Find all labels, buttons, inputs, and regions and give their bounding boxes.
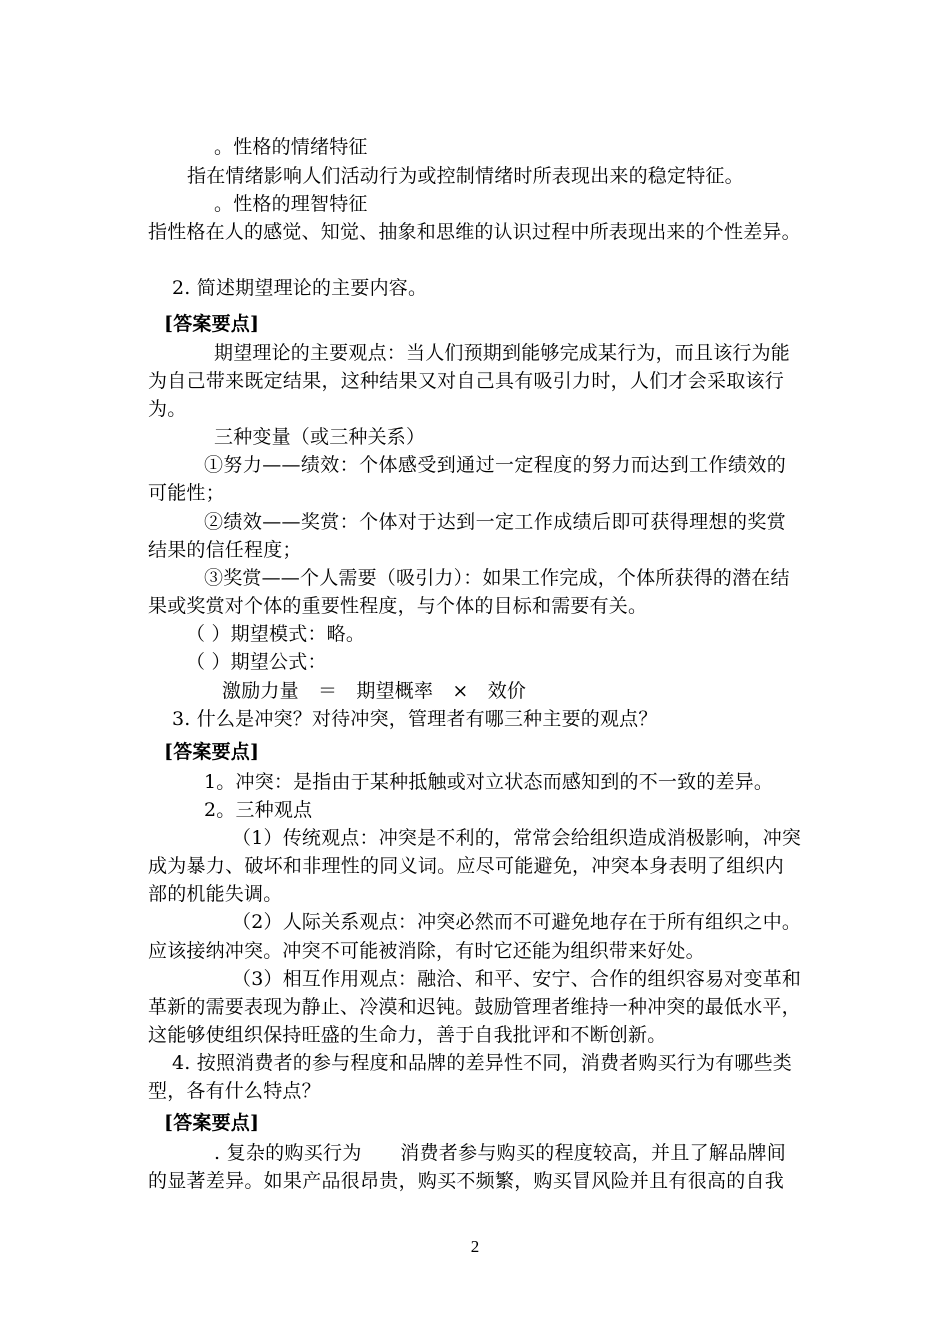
text-line: 可能性； [148, 482, 225, 504]
heading-rational-trait: 。性格的理智特征 [214, 193, 368, 215]
text-line: 三种变量（或三种关系） [214, 426, 426, 448]
text-line: 指在情绪影响人们活动行为或控制情绪时所表现出来的稳定特征。 [187, 165, 744, 187]
text-line: 这能够使组织保持旺盛的生命力，善于自我批评和不断创新。 [148, 1024, 667, 1046]
text-line: 期望理论的主要观点：当人们预期到能够完成某行为，而且该行为能 [214, 342, 791, 364]
answer-key-label: [答案要点] [164, 741, 260, 763]
text-line: 的显著差异。如果产品很昂贵，购买不频繁，购买冒风险并且有很高的自我 [148, 1170, 784, 1192]
text-line: ①努力——绩效：个体感受到通过一定程度的努力而达到工作绩效的 [204, 454, 786, 476]
text-line: （2）人际关系观点：冲突必然而不可避免地存在于所有组织之中。 [232, 911, 802, 933]
text-line: 1。冲突：是指由于某种抵触或对立状态而感知到的不一致的差异。 [204, 771, 774, 793]
text-line: 2。三种观点 [204, 799, 313, 821]
question-4: 4. 按照消费者的参与程度和品牌的差异性不同，消费者购买行为有哪些类 [172, 1052, 792, 1074]
text-line: 部的机能失调。 [148, 883, 283, 905]
text-line: ③奖赏——个人需要（吸引力）：如果工作完成，个体所获得的潜在结 [204, 567, 790, 589]
formula-line: 激励力量 ＝ 期望概率 × 效价 [222, 680, 527, 702]
answer-key-label: [答案要点] [164, 1112, 260, 1134]
heading-emotional-trait: 。性格的情绪特征 [214, 136, 368, 158]
answer-key-label: [答案要点] [164, 313, 260, 335]
text-line: 成为暴力、破坏和非理性的同义词。应尽可能避免，冲突本身表明了组织内 [148, 855, 784, 877]
text-line: 指性格在人的感觉、知觉、抽象和思维的认识过程中所表现出来的个性差异。 [148, 221, 801, 243]
question-2: 2. 简述期望理论的主要内容。 [172, 277, 428, 299]
text-line: 果或奖赏对个体的重要性程度，与个体的目标和需要有关。 [148, 595, 648, 617]
text-line: 结果的信任程度； [148, 539, 302, 561]
text-line: （ ）期望公式： [186, 651, 327, 673]
text-line: . 复杂的购买行为 消费者参与购买的程度较高，并且了解品牌间 [214, 1142, 786, 1164]
question-3: 3. 什么是冲突？对待冲突，管理者有哪三种主要的观点？ [172, 708, 658, 730]
text-line: 应该接纳冲突。冲突不可能被消除，有时它还能为组织带来好处。 [148, 940, 705, 962]
text-line: （1）传统观点：冲突是不利的，常常会给组织造成消极影响，冲突 [232, 827, 802, 849]
question-4-cont: 型，各有什么特点？ [148, 1080, 321, 1102]
text-line: 为。 [148, 398, 187, 420]
text-line: 为自己带来既定结果，这种结果又对自己具有吸引力时，人们才会采取该行 [148, 370, 784, 392]
text-line: （3）相互作用观点：融洽、和平、安宁、合作的组织容易对变革和 [232, 968, 802, 990]
page-number: 2 [470, 1237, 480, 1256]
text-line: 革新的需要表现为静止、冷漠和迟钝。鼓励管理者维持一种冲突的最低水平， [148, 996, 801, 1018]
text-line: ②绩效——奖赏：个体对于达到一定工作成绩后即可获得理想的奖赏 [204, 511, 786, 533]
text-line: （ ）期望模式：略。 [186, 623, 366, 645]
